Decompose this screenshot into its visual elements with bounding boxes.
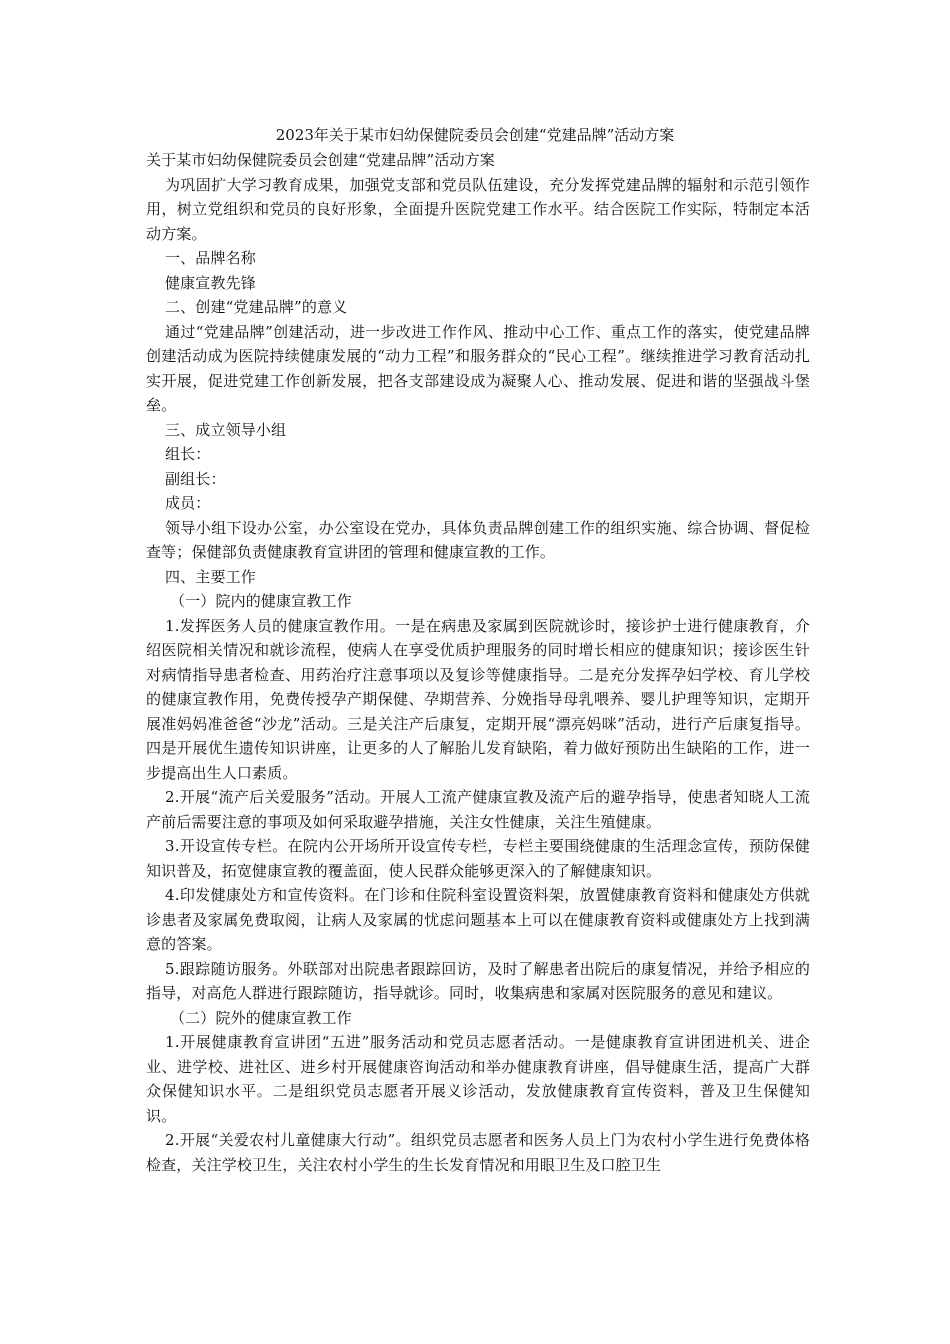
section-heading-1: 一、品牌名称 [165,249,256,267]
work-item-1-3: 3.开设宣传专栏。在院内公开场所开设宣传专栏，专栏主要围绕健康的生活理念宣传，预防保健知识普及，拓宽健康宣教的覆盖面，使人民群众能够更深入的了解健康知识。 [146,837,810,880]
work-item-2-2: 2.开展“关爱农村儿童健康大行动”。组织党员志愿者和医务人员上门为农村小学生进行免费体格检查，关注学校卫生，关注农村小学生的生长发育情况和用眼卫生及口腔卫生 [146,1131,810,1174]
section-heading-3: 三、成立领导小组 [165,420,287,439]
significance-paragraph: 通过“党建品牌”创建活动，进一步改进工作作风、推动中心工作、重点工作的落实，使党建品牌创建活动成为医院持续健康发展的“动力工程”和服务群众的“民心工程”。继续推进学习教育活动扎实开展，促进党建工作创新发展，把各支部建设成为凝聚人心、推动发展、促进和谐的坚强战斗堡垒。 [146,322,810,414]
members-line: 成员： [165,494,211,512]
subsection-heading-2: （二）院外的健康宣教工作 [170,1008,352,1027]
section-heading-4: 四、主要工作 [165,567,256,586]
work-item-2-1: 1.开展健康教育宣讲团“五进”服务活动和党员志愿者活动。一是健康教育宣讲团进机关、进企业、进学校、进社区、进乡村开展健康咨询活动和举办健康教育讲座，倡导健康生活，提高广大群众保健知识水平。二是组织党员志愿者开展义诊活动，发放健康教育宣传资料，普及卫生保健知识。 [146,1033,810,1125]
intro-paragraph: 为巩固扩大学习教育成果，加强党支部和党员队伍建设，充分发挥党建品牌的辐射和示范引领作用，树立党组织和党员的良好形象，全面提升医院党建工作水平。结合医院工作实际，特制定本活动方案。 [146,175,810,243]
document-title: 2023年关于某市妇幼保健院委员会创建“党建品牌”活动方案 [275,126,675,144]
deputy-leader-line: 副组长： [165,469,226,488]
work-item-1-1: 1.发挥医务人员的健康宣教作用。一是在病患及家属到医院就诊时，接诊护士进行健康教育，介绍医院相关情况和就诊流程，使病人在享受优质护理服务的同时增长相应的健康知识；接诊医生针对病情指导患者检查、用药治疗注意事项以及复诊等健康指导。二是充分发挥孕妇学校、育儿学校的健康宣教作用，免费传授孕产期保健、孕期营养、分娩指导母乳喂养、婴儿护理等知识，定期开展准妈妈准爸爸“沙龙”活动。三是关注产后康复，定期开展“漂亮妈咪”活动，进行产后康复指导。四是开展优生遗传知识讲座，让更多的人了解胎儿发育缺陷，着力做好预防出生缺陷的工作，进一步提高出生人口素质。 [146,616,810,782]
section-heading-2: 二、创建“党建品牌”的意义 [165,298,348,316]
document-body [146,148,810,1177]
brand-name-text: 健康宣教先锋 [165,273,256,292]
office-paragraph: 领导小组下设办公室，办公室设在党办，具体负责品牌创建工作的组织实施、综合协调、督促检查等；保健部负责健康教育宣讲团的管理和健康宣教的工作。 [146,518,810,561]
document-subtitle: 关于某市妇幼保健院委员会创建“党建品牌”活动方案 [146,151,495,169]
leader-line: 组长： [165,445,211,463]
work-item-1-4: 4.印发健康处方和宣传资料。在门诊和住院科室设置资料架，放置健康教育资料和健康处方供就诊患者及家属免费取阅，让病人及家属的忧虑问题基本上可以在健康教育资料或健康处方上找到满意的答案。 [146,886,810,953]
subsection-heading-1: （一）院内的健康宣教工作 [170,592,352,610]
work-item-1-2: 2.开展“流产后关爱服务”活动。开展人工流产健康宣教及流产后的避孕指导，使患者知晓人工流产前后需要注意的事项及如何采取避孕措施，关注女性健康，关注生殖健康。 [146,788,810,831]
work-item-1-5: 5.跟踪随访服务。外联部对出院患者跟踪回访，及时了解患者出院后的康复情况，并给予相应的指导，对高危人群进行跟踪随访，指导就诊。同时，收集病患和家属对医院服务的意见和建议。 [146,959,810,1002]
